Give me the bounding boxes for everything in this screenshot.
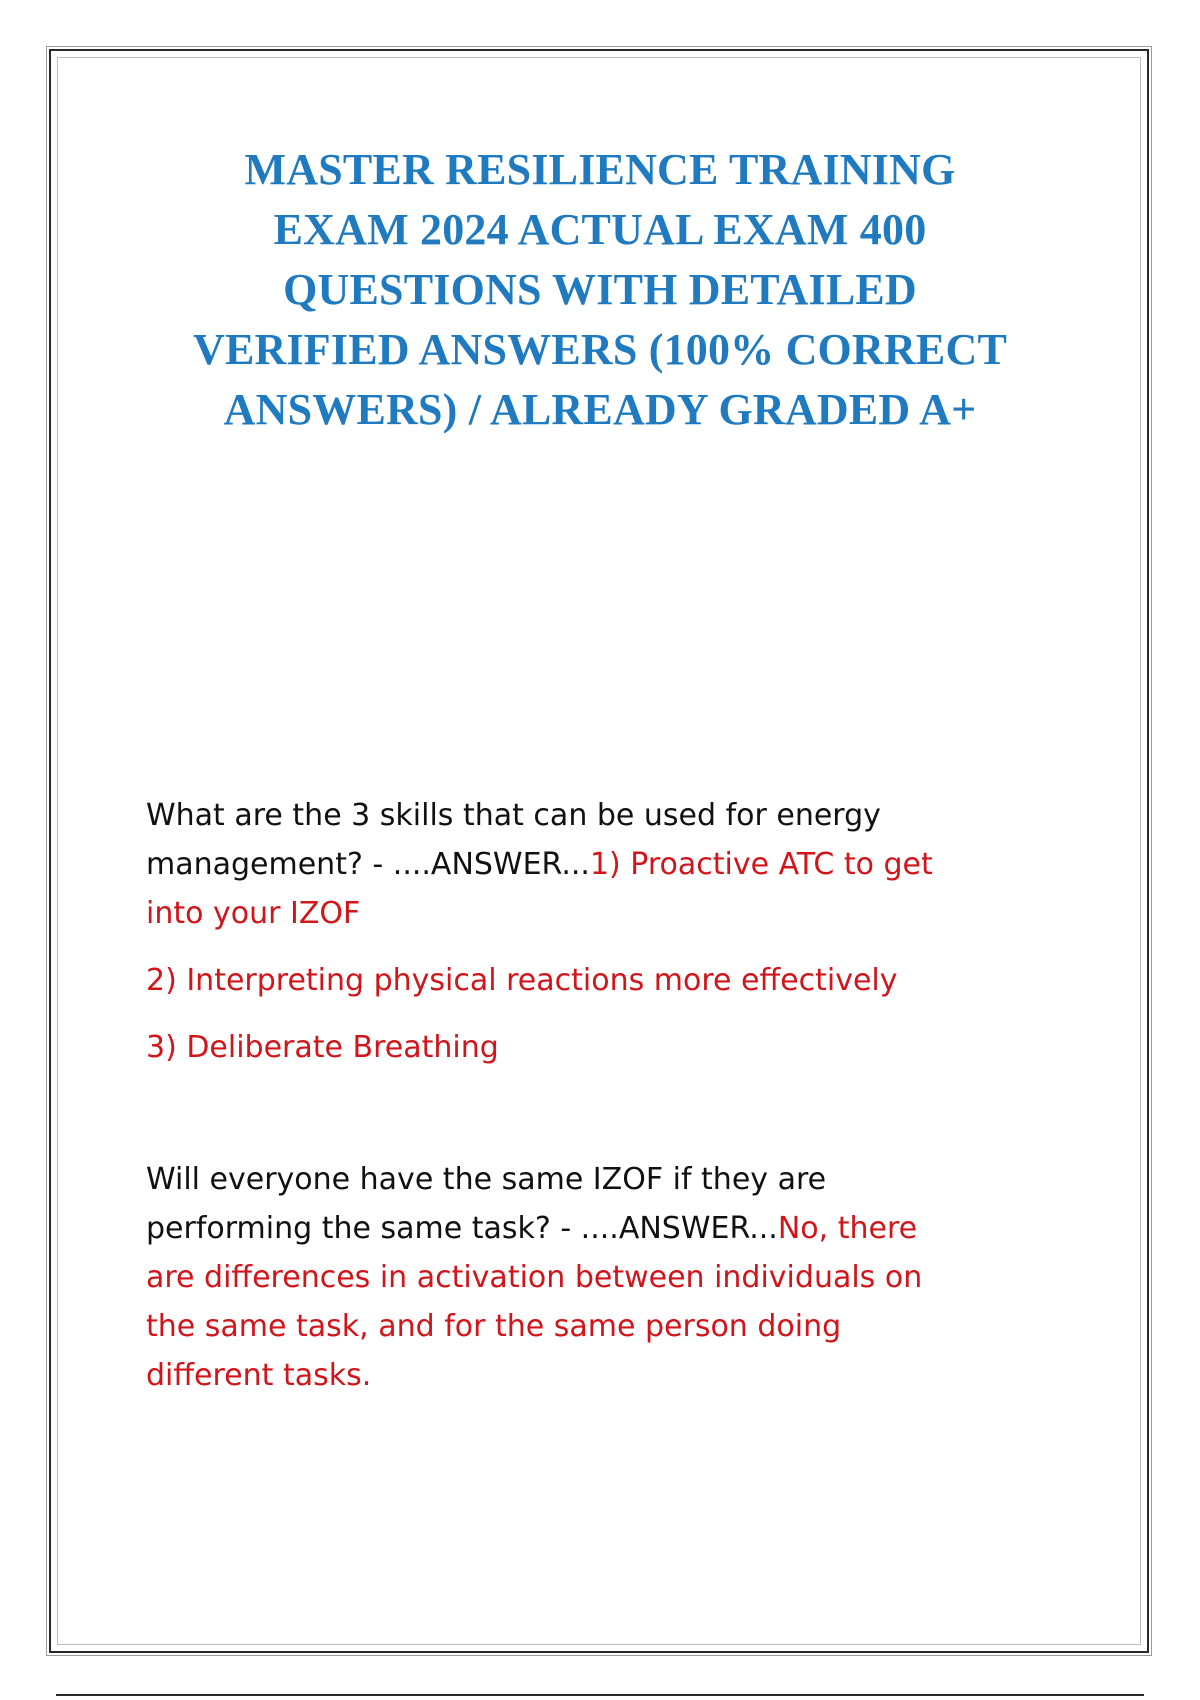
question-text bbox=[146, 791, 1046, 938]
title-line: VERIFIED ANSWERS (100% CORRECT bbox=[192, 325, 1007, 374]
question-block-izof bbox=[146, 1155, 1046, 1400]
document-title bbox=[130, 140, 1070, 440]
question-line: What are the 3 skills that can be used for energy bbox=[146, 798, 881, 833]
question-line: management? - ....ANSWER... bbox=[146, 847, 590, 882]
answer-line: No, there bbox=[777, 1211, 918, 1246]
answer-line: are differences in activation between individuals on bbox=[146, 1260, 923, 1295]
title-line: MASTER RESILIENCE TRAINING bbox=[244, 145, 956, 194]
title-line: QUESTIONS WITH DETAILED bbox=[283, 265, 917, 314]
question-line: performing the same task? - ....ANSWER... bbox=[146, 1211, 778, 1246]
answer-line: 1) Proactive ATC to get bbox=[589, 847, 933, 882]
title-line: ANSWERS) / ALREADY GRADED A+ bbox=[223, 385, 977, 434]
answer-line: into your IZOF bbox=[146, 896, 361, 931]
bottom-rule bbox=[56, 1694, 1144, 1696]
question-line: Will everyone have the same IZOF if they are bbox=[146, 1162, 827, 1197]
answer-point: 2) Interpreting physical reactions more effectively bbox=[146, 963, 898, 998]
question-block-energy-management bbox=[146, 791, 1046, 1072]
answer-point: 3) Deliberate Breathing bbox=[146, 1030, 499, 1065]
answer-line: different tasks. bbox=[146, 1358, 372, 1393]
title-line: EXAM 2024 ACTUAL EXAM 400 bbox=[273, 205, 927, 254]
answer-line: the same task, and for the same person doing bbox=[146, 1309, 842, 1344]
question-text bbox=[146, 1155, 1046, 1400]
